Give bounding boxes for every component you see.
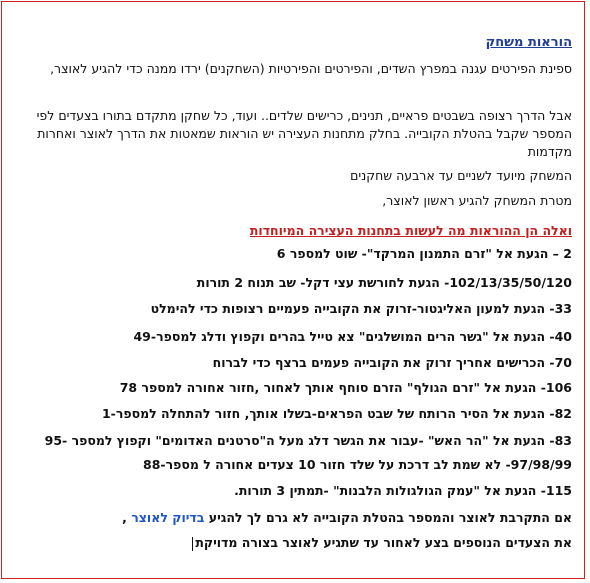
rule-item: 82- הגעת אל הסיר הרותח של שבט הפראים-בשלו אותך, חזור להתחלה למספר-1	[101, 406, 572, 421]
rule-item: 40- הגעת אל "גשר הרים המושלגים" צא טייל בהרים וקפוץ ודלג למספר-49	[133, 329, 572, 344]
document-frame	[1, 1, 585, 579]
rule-item: 106- הגעת אל "זרם הגולף" הזרם סוחף אותך לאחור ,חזור אחורה למספר 78	[119, 380, 572, 395]
rule-item: 97/98/99- לא שמת לב דרכת על שלד חזור 10 צעדים אחורה ל מספר-88	[143, 457, 572, 472]
rule-item: 102/13/35/50/120- הגעת לחורשת עצי דקל- שב תנוח 2 תורות	[196, 275, 572, 290]
rules-heading: ואלה הן ההוראות מה לעשות בתחנות העצירה המיוחדות	[249, 223, 572, 238]
rule-item: 2 – הגעת אל "זרם התמנון המרקד"- שוט למספר 6	[276, 246, 572, 261]
rule-item: 33- הגעת למעון האליגטור-זרוק את הקובייה פעמיים רצופות כדי להימלט	[150, 301, 572, 316]
intro-paragraph-2: אבל הדרך רצופה בשבטים פראיים, תנינים, כרישים שלדים.. ועוד, כל שחקן מתקדם בתורו בצעדים לפי המספר שקבל בהטלת הקובייה. בחלק מתחנות העצירה יש הוראות שמאטות את הדרך לאוצר ואחרות מקדמות	[36, 108, 572, 159]
footer-line-1-suffix: ,	[122, 510, 132, 525]
rule-item: 70- הכרישים אחריך זרוק את הקובייה פעמים ברצף כדי לברוח	[212, 355, 572, 370]
rule-item: 83- הגעת אל "הר האש" -עבור את הגשר דלג מעל ה"סרטנים האדומים" וקפוץ למספר -95	[44, 433, 572, 448]
footer-line-2-text: את הצעדים הנוספים בצע לאחור עד שתגיע לאוצר בצורה מדויקת	[195, 535, 572, 550]
players-paragraph: המשחק מיועד לשניים עד ארבעה שחקנים	[350, 168, 572, 183]
rule-item: 115- הגעת אל "עמק הגולגולות הלבנות" -תמתין 3 תורות.	[234, 483, 572, 498]
goal-paragraph: מטרת המשחק להגיע ראשון לאוצר,	[382, 193, 572, 208]
exact-treasure-link[interactable]: בדיוק לאוצר	[131, 510, 205, 525]
intro-paragraph-1: ספינת הפירטים עגנה במפרץ השדים, והפירטים והפירטיות (השחקנים) ירדו ממנה כדי להגיע לאוצר,	[50, 61, 572, 76]
footer-line-1-prefix: אם התקרבת לאוצר והמספר בהטלת הקובייה לא גרם לך להגיע	[204, 510, 572, 525]
footer-line-2	[192, 534, 572, 552]
document-title: הוראות משחק	[485, 35, 572, 50]
text-cursor	[192, 537, 193, 551]
footer-line-1	[122, 509, 572, 527]
